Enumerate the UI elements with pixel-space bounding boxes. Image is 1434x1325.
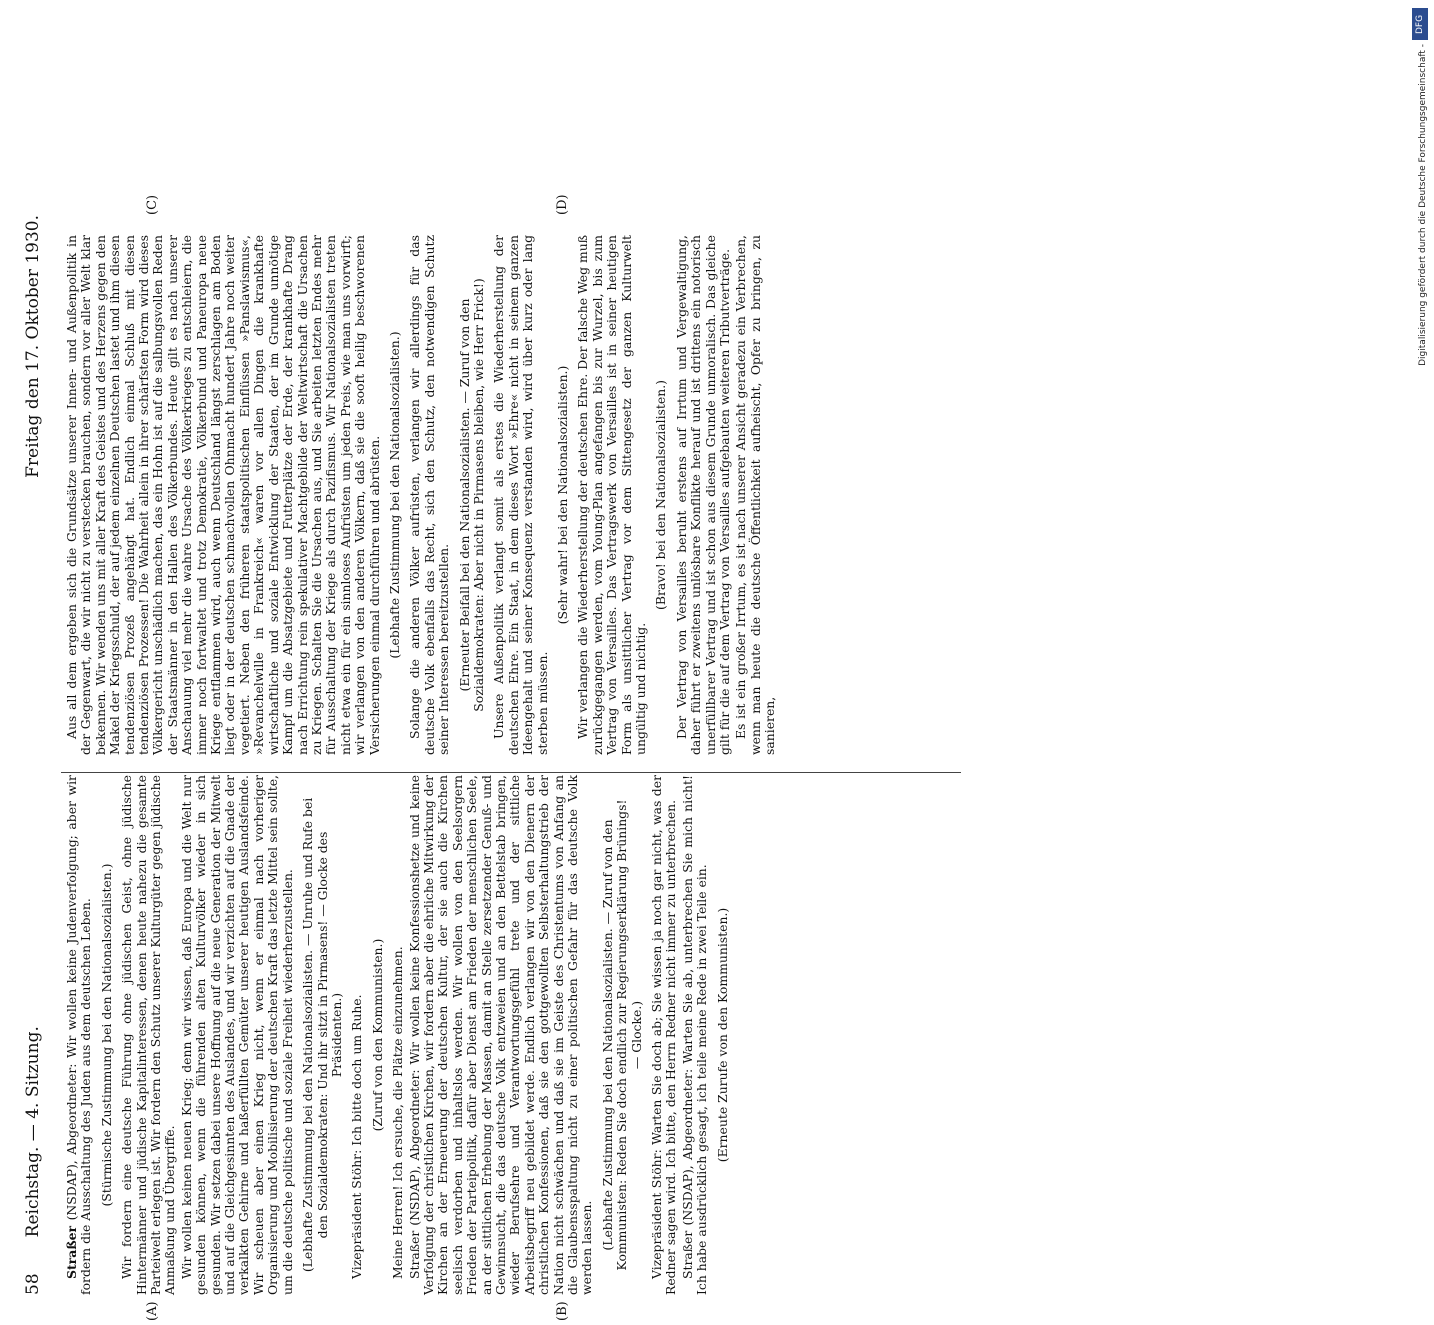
remark: (Lebhafte Zustimmung bei den Nationalsozialisten. — Unruhe und Rufe bei den Sozialdemokraten: Und ihr sitzt in Pirmasens! — Glocke des Präsidenten.) xyxy=(300,797,344,1273)
paragraph: Meine Herren! Ich ersuche, die Plätze einzunehmen. xyxy=(390,946,406,1279)
paragraph: Straßer (NSDAP), Abgeordneter: Wir wollen keine Judenverfolgung; aber wir fordern die Ausschaltung des Juden aus dem deutschen Leben. xyxy=(64,775,94,1295)
marker-a: (A) xyxy=(145,1301,160,1321)
page-header xyxy=(23,215,47,1295)
remark: (Bravo! bei den Nationalsozialisten.) xyxy=(653,380,669,610)
marker-c: (C) xyxy=(145,194,160,215)
remark: (Stürmische Zustimmung bei den Nationalsozialisten.) xyxy=(98,863,114,1207)
marker-b: (B) xyxy=(555,1301,570,1321)
paragraph: Unsere Außenpolitik verlangt somit als erstes die Wiederherstellung der deutschen Ehre. Ein Staat, in dem dieses Wort »Ehre« nicht in seinem ganzen Ideengehalt und seiner Konsequenz verstanden wird, wird über kurz oder lang sterben müssen. xyxy=(491,235,550,755)
paragraph: Vizepräsident Stöhr: Ich bitte doch um Ruhe. xyxy=(349,994,365,1279)
remark: (Zuruf von den Kommunisten.) xyxy=(369,938,385,1132)
funding-note: Digitalisierung gefördert durch die Deutsche Forschungsgemeinschaft - xyxy=(1418,44,1428,366)
paragraph: Straßer (NSDAP), Abgeordneter: Wir wollen keine Konfessionshetze und keine Verfolgung der christlichen Kirchen, wir fordern aber die ehrliche Mitwirkung der Kirchen an der Erneuerung der deutschen Kultur, der sie auch die Kirchen seelisch verdorben und inhaltslos werden. Wir wollen von den Seelsorgern Frieden der Parteipolitik, dafür aber Dienst am Frieden der menschlichen Seele, an der sittlichen Erhebung der Massen, damit an Stelle zersetzender Genuß- und Gewinnsucht, die das deutsche Volk entzweien und an den Bettelstab bringen, wieder Berufsehre und Verantwortungsgefühl trete und der sittliche Arbeitsbegriff neu gebildet werde. Endlich verlangen wir von den Dienern der christlichen Konfessionen, daß sie den gottgewollten Selbsterhaltungstrieb der Nation nicht schwächen und daß sie im Geiste des Christentums von Anfang an die Glaubensspaltung nicht zu einer politischen Gefahr für das deutsche Volk werden lassen. xyxy=(406,775,595,1295)
paragraph: Wir fordern eine deutsche Führung ohne jüdischen Geist, ohne jüdische Hintermänner und jüdische Kapitalinteressen, denen heute nahezu die gesamte Parteiwelt erlegen ist. Wir fordern den Schutz unserer Kulturgüter gegen jüdische Anmaßung und Übergriffe. xyxy=(119,775,178,1295)
remark: (Erneuter Beifall bei den Nationalsozialisten. — Zuruf von den Sozialdemokraten: Aber nicht in Pirmasens bleiben, wie Herr Frick!) xyxy=(456,278,486,712)
session-date: Freitag den 17. Oktober 1930. xyxy=(23,215,43,478)
paragraph: Vizepräsident Stöhr: Warten Sie doch ab; Sie wissen ja noch gar nicht, was der Redner sagen wird. Ich bitte, den Herrn Redner nicht immer zu unterbrechen. xyxy=(649,775,679,1295)
remark: (Lebhafte Zustimmung bei den Nationalsozialisten. — Zuruf von den Kommunisten: Reden Sie doch endlich zur Regierungserklärung Brünings! — Glocke.) xyxy=(599,799,644,1271)
rotated-page xyxy=(0,5,995,1325)
remark: (Erneute Zurufe von den Kommunisten.) xyxy=(714,907,730,1163)
funding-sidebar xyxy=(1400,0,1434,1000)
page-number: 58 xyxy=(23,1273,43,1295)
remark: (Lebhafte Zustimmung bei den Nationalsozialisten.) xyxy=(386,331,402,659)
paragraph: Wir verlangen die Wiederherstellung der deutschen Ehre. Der falsche Weg muß zurückgegangen werden, vom Young-Plan angefangen bis zur Wurzel, bis zum Vertrag von Versailles. Das Vertragswerk von Versailles ist in seiner heutigen Form als unsittlicher Vertrag vor dem Sittengesetz der ganzen Kulturwelt ungültig und nichtig. xyxy=(575,235,649,755)
session-title: Reichstag. — 4. Sitzung. xyxy=(23,1026,43,1238)
dfg-logo: DFG xyxy=(1412,8,1428,40)
paragraph: Wir wollen keinen neuen Krieg; denn wir wissen, daß Europa und die Welt nur gesunden können, wenn die führenden alten Kulturvölker wieder in sich gesunden. Wir setzen dabei unsere Hoffnung auf die neue Generation der Mitwelt und auf die Gleichgesinnten des Auslandes, und wir verzichten auf die Gnade der verkalkten Gehirne und haßerfüllten Gemüter unserer heutigen Auslandsfeinde. Wir scheuen aber einen Krieg nicht, wenn er einmal nach vorheriger Organisierung und Mobilisierung der deutschen Kraft das letzte Mittel sein sollte, um die deutsche politische und soziale Freiheit wiederherzustellen. xyxy=(178,775,295,1295)
column-divider xyxy=(61,772,961,773)
left-column xyxy=(65,775,736,1295)
right-column xyxy=(65,235,780,755)
paragraph: Solange die anderen Völker aufrüsten, verlangen wir allerdings für das deutsche Volk ebenfalls das Recht, sich den Schutz, den notwendigen Schutz seiner Interessen bereitzustellen. xyxy=(407,235,452,755)
remark: (Sehr wahr! bei den Nationalsozialisten.) xyxy=(555,365,570,625)
paragraph: Straßer (NSDAP), Abgeordneter: Warten Sie ab, unterbrechen Sie mich nicht! Ich habe ausdrücklich gesagt, ich teile meine Rede in zwei Teile ein. xyxy=(679,775,710,1295)
paragraph: Aus all dem ergeben sich die Grundsätze unserer Innen- und Außenpolitik in der Gegenwart, die wir nicht zu verstecken brauchen, sondern vor aller Welt klar bekennen. Wir wenden uns mit aller Kraft des Geistes und des Herzens gegen den Makel der Kriegsschuld, der auf jedem einzelnen Deutschen lastet und ihm diesen tendenziösen Prozeß angehängt hat. Endlich einmal Schluß mit diesen tendenziösen Prozessen! Die Wahrheit allein in ihrer schärfsten Form wird dieses Völkergericht unschädlich machen, das ein Hohn ist auf die salbungsvollen Reden der Staatsmänner in den Hallen des Völkerbundes. Heute gilt es nach unserer Anschauung viel mehr die wahre Ursache des Völkerkrieges zu entschleiern, die immer noch fortwaltet und trotz Demokratie, Völkerbund und Paneuropa neue Kriege entflammen wird, auch wenn Deutschland längst zerschlagen am Boden liegt oder in der deutschen schmachvollen Ohnmacht hundert Jahre noch weiter vegetiert. Neben den früheren staatspolitischen Einflüssen »Panslawismus«, »Revanchelwille in Frankreich« waren vor allen Dingen die krankhafte wirtschaftliche und soziale Entwicklung der Staaten, der im Grunde unnötige Kampf um die Absatzgebiete und Futterplätze der Erde, der krankhafte Drang nach Errichtung rein spekulativer Machtgebilde der Weltwirtschaft die Ursachen zu Kriegen. Schalten Sie die Ursachen aus, und Sie arbeiten letzten Endes mehr für Ausschaltung der Kriege als durch Pazifismus. Wir Nationalsozialisten treten nicht etwa ein für ein sinnloses Aufrüsten um jeden Preis, wie man uns vorwirft; wir verlangen von den anderen Völkern, daß sie die sooft heilig beschworenen Versicherungen einmal durchführen und abrüsten. xyxy=(64,235,382,755)
marker-d: (D) xyxy=(555,194,570,215)
document-page xyxy=(0,5,995,1325)
paragraph: Es ist ein großer Irrtum, es ist nach unserer Ansicht geradezu ein Verbrechen, wenn man heute die deutsche Öffentlichkeit aufheischt, Opfer zu bringen, zu sanieren, xyxy=(733,235,778,755)
paragraph: Der Vertrag von Versailles beruht erstens auf Irrtum und Vergewaltigung, daher führt er zweitens unlösbare Konflikte herauf und ist drittens ein notorisch unerfüllbarer Vertrag und ist schon aus diesem Grunde unmoralisch. Das gleiche gilt für die auf dem Vertrag von Versailles aufgebauten weiteren Tributverträge. xyxy=(673,235,733,755)
